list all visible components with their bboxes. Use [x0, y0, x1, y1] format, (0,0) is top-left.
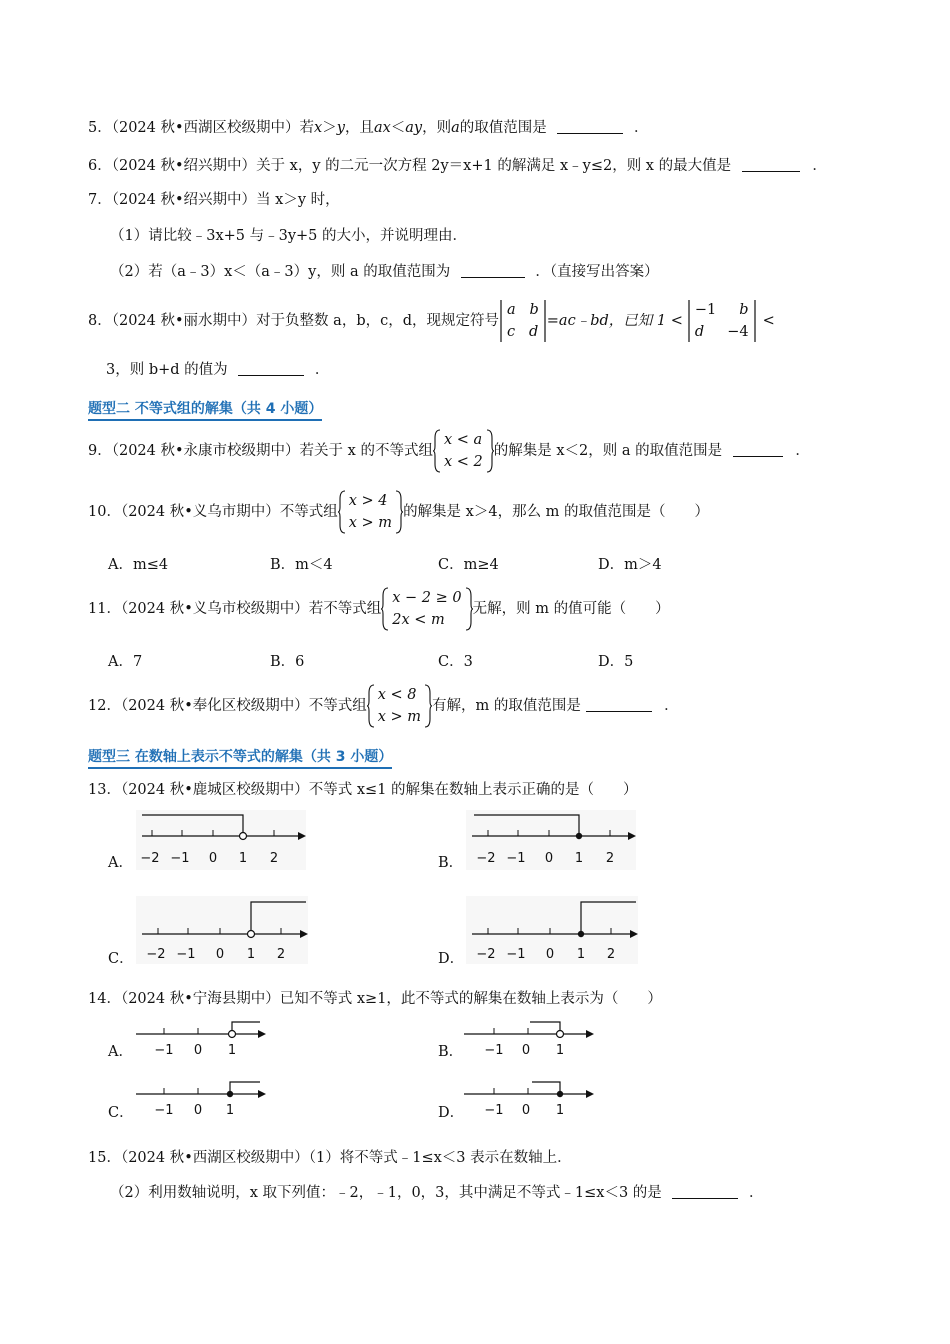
number-line-c[interactable] — [136, 1078, 266, 1118]
option-a[interactable]: A．7 — [108, 654, 143, 670]
number-line-b[interactable] — [464, 1018, 594, 1058]
option-d[interactable]: D．5 — [598, 654, 634, 670]
brace-right — [424, 683, 432, 729]
svg-text:−1: −1 — [154, 1103, 174, 1118]
number-line-a[interactable] — [136, 810, 306, 870]
brace-left — [433, 428, 441, 474]
svg-text:0: 0 — [193, 1103, 203, 1118]
option-b-label[interactable]: B． — [438, 1044, 464, 1060]
svg-text:0: 0 — [215, 947, 225, 962]
svg-text:1: 1 — [555, 1103, 565, 1118]
option-d[interactable]: D．m＞4 — [598, 557, 662, 573]
option-c[interactable]: C．m≥4 — [438, 557, 499, 573]
svg-text:−1: −1 — [484, 1103, 504, 1118]
brace-right — [395, 489, 403, 535]
brace-left — [381, 586, 389, 632]
svg-text:0: 0 — [193, 1043, 203, 1058]
option-d-label[interactable]: D． — [438, 1105, 465, 1121]
number-line-a[interactable] — [136, 1018, 266, 1058]
option-b-label[interactable]: B． — [438, 855, 464, 871]
question-7-part-1: （1）请比较﹣3x+5 与﹣3y+5 的大小，并说明理由． — [110, 228, 468, 244]
question-8: 8．（2024 秋•丽水期中）对于负整数 a，b，c，d，现规定符号 a b c d =ac﹣bd，已知 1 < −1 b d −4 < — [88, 298, 775, 344]
answer-blank[interactable] — [586, 697, 652, 712]
determinant-value: −1 b d −4 — [694, 302, 749, 340]
section-heading-2: 题型二 不等式组的解集（共 4 小题） — [88, 398, 322, 421]
section-heading-3: 题型三 在数轴上表示不等式的解集（共 3 小题） — [88, 746, 392, 769]
number-line-d[interactable] — [464, 1078, 594, 1118]
svg-text:1: 1 — [574, 851, 584, 866]
brace-right — [465, 586, 473, 632]
answer-blank[interactable] — [238, 361, 304, 376]
svg-text:0: 0 — [545, 947, 555, 962]
option-a-label[interactable]: A． — [108, 1044, 133, 1060]
brace-left — [338, 489, 346, 535]
svg-text:1: 1 — [576, 947, 586, 962]
svg-text:0: 0 — [208, 851, 218, 866]
question-7-part-2: （2）若（a﹣3）x＜（a﹣3）y，则 a 的取值范围为 ．（直接写出答案） — [110, 264, 659, 280]
option-d-label[interactable]: D． — [438, 951, 465, 967]
answer-blank[interactable] — [672, 1184, 738, 1199]
svg-text:0: 0 — [521, 1043, 531, 1058]
svg-text:−1: −1 — [154, 1043, 174, 1058]
question-5: 5．（2024 秋•西湖区校级期中）若x＞y，且ax＜ay，则a的取值范围是 ． — [88, 120, 649, 136]
svg-text:−2: −2 — [146, 947, 166, 962]
svg-text:2: 2 — [269, 851, 279, 866]
answer-blank[interactable] — [461, 263, 525, 278]
svg-text:1: 1 — [246, 947, 256, 962]
svg-text:−1: −1 — [176, 947, 196, 962]
number-line-d[interactable] — [466, 896, 638, 964]
answer-blank[interactable] — [557, 119, 623, 134]
brace-right — [486, 428, 494, 474]
svg-text:−1: −1 — [506, 947, 526, 962]
det-bar-right — [753, 298, 757, 344]
answer-blank[interactable] — [742, 157, 800, 172]
question-13: 13．（2024 秋•鹿城区校级期中）不等式 x≤1 的解集在数轴上表示正确的是（ ） — [88, 782, 638, 798]
svg-text:1: 1 — [238, 851, 248, 866]
svg-text:−1: −1 — [170, 851, 190, 866]
question-15: 15．（2024 秋•西湖区校级期中）（1）将不等式﹣1≤x＜3 表示在数轴上． — [88, 1150, 572, 1166]
svg-text:2: 2 — [606, 947, 616, 962]
svg-text:2: 2 — [605, 851, 615, 866]
question-7: 7．（2024 秋•绍兴期中）当 x＞y 时， — [88, 192, 340, 208]
svg-text:1: 1 — [225, 1103, 235, 1118]
determinant-symbol: a b c d — [507, 302, 539, 340]
question-10: 10．（2024 秋•义乌市期中）不等式组 x > 4 x > m 的解集是 x＞4，那么 m 的取值范围是（ ） — [88, 489, 709, 535]
svg-text:1: 1 — [227, 1043, 237, 1058]
brace-left — [367, 683, 375, 729]
option-a-label[interactable]: A． — [108, 855, 133, 871]
svg-text:2: 2 — [276, 947, 286, 962]
svg-text:0: 0 — [521, 1103, 531, 1118]
svg-text:0: 0 — [544, 851, 554, 866]
number-line-c[interactable] — [136, 896, 308, 964]
question-8-line-2: 3，则 b+d 的值为 ． — [106, 362, 330, 378]
svg-text:−1: −1 — [484, 1043, 504, 1058]
answer-blank[interactable] — [733, 442, 783, 457]
svg-text:−2: −2 — [476, 947, 496, 962]
question-15-part-2: （2）利用数轴说明，x 取下列值：﹣2，﹣1，0，3，其中满足不等式﹣1≤x＜3 的是 ． — [110, 1185, 764, 1201]
question-11: 11．（2024 秋•义乌市校级期中）若不等式组 x − 2 ≥ 0 2x < m 无解，则 m 的值可能（ ） — [88, 586, 670, 632]
svg-text:−2: −2 — [476, 851, 496, 866]
question-6: 6．（2024 秋•绍兴期中）关于 x，y 的二元一次方程 2y＝x+1 的解满足 x﹣y≤2，则 x 的最大值是 ． — [88, 158, 827, 174]
question-12: 12．（2024 秋•奉化区校级期中）不等式组 x < 8 x > m 有解，m 的取值范围是 ． — [88, 683, 679, 729]
option-c[interactable]: C．3 — [438, 654, 473, 670]
option-c-label[interactable]: C． — [108, 951, 134, 967]
svg-text:1: 1 — [555, 1043, 565, 1058]
question-9: 9．（2024 秋•永康市校级期中）若关于 x 的不等式组 x < a x < 2 的解集是 x＜2，则 a 的取值范围是 ． — [88, 428, 810, 474]
option-b[interactable]: B．m＜4 — [270, 557, 333, 573]
option-c-label[interactable]: C． — [108, 1105, 134, 1121]
question-14: 14．（2024 秋•宁海县期中）已知不等式 x≥1，此不等式的解集在数轴上表示为（ ） — [88, 991, 662, 1007]
option-a[interactable]: A．m≤4 — [108, 557, 169, 573]
svg-text:−1: −1 — [506, 851, 526, 866]
number-line-b[interactable] — [466, 810, 636, 870]
option-b[interactable]: B．6 — [270, 654, 305, 670]
svg-text:−2: −2 — [140, 851, 160, 866]
